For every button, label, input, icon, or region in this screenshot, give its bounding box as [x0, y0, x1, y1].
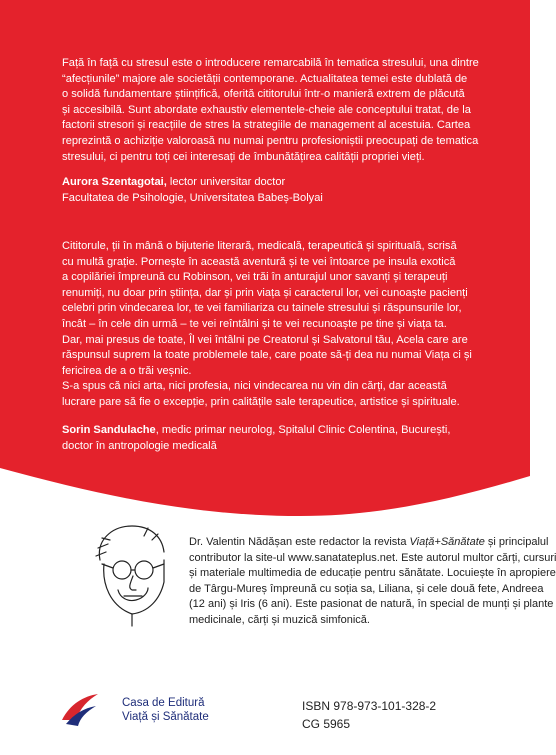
review-1-line: factorii stresori și reacțiile de stres la strategiile de management al acestuia. Cartea	[62, 119, 471, 132]
review-1-line: o solidă fundamentare științifică, oferită cititorului într-o manieră extrem de plăcută	[62, 88, 465, 101]
isbn-block	[302, 697, 436, 733]
review-2-line: S-a spus că nici arta, nici profesia, nici vindecarea nu vin din cărți, dar această	[62, 380, 447, 393]
publisher-name	[122, 696, 209, 724]
publisher-line-2: Viață și Sănătate	[122, 711, 209, 723]
review-2-author-title: , medic primar neurolog, Spitalul Clinic Colentina, București,	[155, 424, 451, 436]
review-2-line: Dar, mai presus de toate, Îl vei întâlni pe Creatorul și Salvatorul tău, Acela care are	[62, 333, 468, 346]
publisher-logo-icon	[60, 690, 100, 728]
review-2-line: renumiți, nu doar prin știința, dar și prin viața și caracterul lor, vei cunoaște pacienți	[62, 286, 468, 299]
review-2-line: celebri prin vindecarea lor, te vei familiariza cu tainele stresului și răspunsurile lor,	[62, 302, 462, 315]
author-bio	[189, 535, 556, 629]
review-1	[62, 56, 482, 165]
bio-line: de Târgu-Mureș împreună cu soția sa, Liliana, și cele două fete, Andreea	[189, 582, 544, 595]
review-2-line: Cititorule, ții în mână o bijuterie literară, medicală, terapeutică și spirituală, scrisă	[62, 240, 457, 252]
review-2	[62, 239, 482, 411]
review-2-line: încât – în cele din urmă – te vei reîntâlni și te vei recunoaște pe tine și viața ta.	[62, 317, 447, 330]
bio-line: medicinale, cărți și muzică simfonică.	[189, 613, 370, 626]
author-portrait-icon	[88, 518, 178, 630]
review-2-line: lucrare pare să fie o excepție, prin calitățile sale terapeutice, artistice și spirituale.	[62, 395, 460, 408]
publisher-block	[60, 688, 220, 732]
review-2-line: cu multă grație. Pornește în această aventură și te vei întoarce pe insula exotică	[62, 255, 456, 268]
review-1-author-affiliation: Facultatea de Psihologie, Universitatea Babeș-Bolyai	[62, 191, 323, 204]
bio-line: contributor la site-ul www.sanatateplus.net. Este autorul multor cărți, cursuri	[189, 551, 556, 564]
review-1-attribution	[62, 175, 482, 206]
bio-line-1-pre: Dr. Valentin Nădășan este redactor la revista	[189, 536, 410, 548]
bio-magazine-name: Viață+Sănătate	[409, 536, 485, 548]
review-2-author-name: Sorin Sandulache	[62, 424, 156, 436]
bio-line-1-post: și principalul	[484, 536, 549, 548]
review-1-author-title: lector universitar doctor	[166, 176, 286, 188]
review-1-line: reprezintă o achiziție valoroasă nu numai pentru profesioniștii preocupați de tematica	[62, 134, 479, 147]
review-2-attribution	[62, 423, 482, 454]
review-1-line: Față în față cu stresul este o introducere remarcabilă în tematica stresului, una dintre	[62, 57, 479, 69]
bio-line: (12 ani) și Iris (6 ani). Este pasionat de natură, în special de munți și plante	[189, 598, 554, 611]
publisher-line-1: Casa de Editură	[122, 697, 205, 709]
review-1-line: stresului, ci pentru toți cei interesați de îmbunătățirea calității propriei vieți.	[62, 150, 425, 163]
review-2-author-degree: doctor în antropologie medicală	[62, 439, 217, 452]
review-2-line: a copilăriei împreună cu Robinson, vei trăi în anturajul unor savanți și terapeuți	[62, 271, 448, 284]
isbn-number: ISBN 978-973-101-328-2	[302, 699, 437, 713]
review-1-line: “afecțiunile” majore ale societății contemporane. Actualitatea temei este dublată de	[62, 72, 468, 85]
catalog-code: CG 5965	[302, 717, 351, 731]
bio-line: și materiale multimedia de educație pentru sănătate. Locuiește în apropiere	[189, 567, 556, 580]
review-2-line: fericirea de a o trăi veșnic.	[62, 364, 192, 377]
review-2-line: răspunsul suprem la toate problemele tale, care poate să-ți dea nu numai Viața ci și	[62, 349, 472, 362]
review-1-author-name: Aurora Szentagotai,	[62, 176, 167, 188]
review-1-line: și accesibilă. Sunt abordate exhaustiv elementele-cheie ale conceptului tratat, de la	[62, 103, 471, 116]
